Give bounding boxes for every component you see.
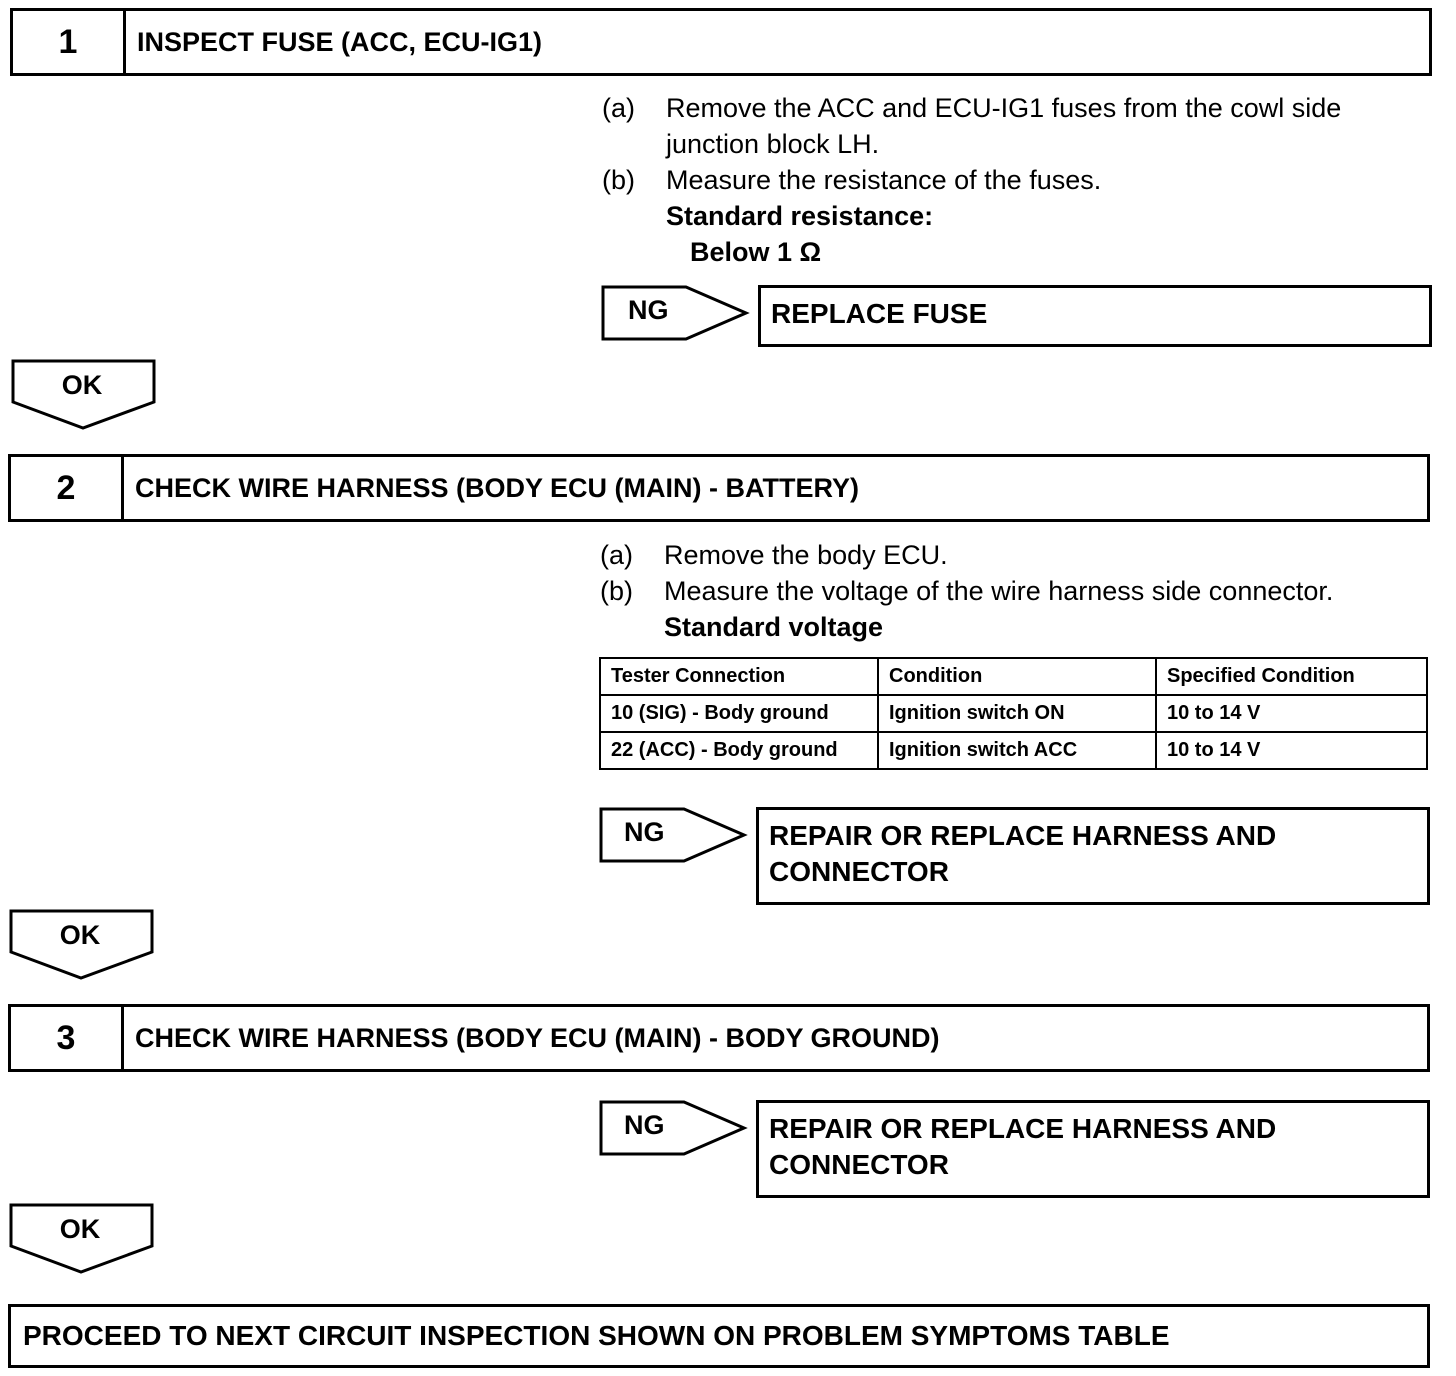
step-2-title: CHECK WIRE HARNESS (BODY ECU (MAIN) - BATTERY) (135, 472, 859, 503)
instruction-a-label: (a) (600, 540, 633, 570)
instruction-a-line-1: Remove the ACC and ECU-IG1 fuses from the cowl side (666, 93, 1342, 123)
step-2-header (8, 454, 1430, 522)
instruction-a-line-2: junction block LH. (666, 129, 880, 159)
standard-resistance-value: Below 1 Ω (690, 237, 822, 267)
ng-label-1: NG (628, 295, 669, 325)
instruction-b-line-1: Measure the resistance of the fuses. (666, 165, 1102, 195)
table-cell: 22 (ACC) - Body ground (600, 732, 878, 769)
table-row (600, 695, 1427, 732)
instruction-b-line-1: Measure the voltage of the wire harness side connector. (664, 576, 1334, 606)
final-action-text: PROCEED TO NEXT CIRCUIT INSPECTION SHOWN ON PROBLEM SYMPTOMS TABLE (23, 1320, 1170, 1351)
instruction-b-label: (b) (600, 576, 633, 606)
step-2-instructions (600, 537, 1430, 647)
step-1-instructions (602, 90, 1432, 280)
step-1-header (10, 8, 1432, 76)
ok-label-2: OK (59, 920, 101, 950)
instruction-a-line-1: Remove the body ECU. (664, 540, 948, 570)
ng-action-3-line-1: REPAIR OR REPLACE HARNESS AND (769, 1113, 1277, 1144)
ng-action-2-line-1: REPAIR OR REPLACE HARNESS AND (769, 820, 1277, 851)
step-1-number: 1 (13, 11, 126, 73)
final-action-box (8, 1304, 1430, 1368)
table-cell: 10 to 14 V (1156, 695, 1427, 732)
ng-arrow-1 (600, 284, 752, 342)
ok-label-3: OK (59, 1214, 101, 1244)
ng-label-2: NG (624, 817, 665, 847)
step-3-header (8, 1004, 1430, 1072)
table-header-cell: Tester Connection (600, 658, 878, 695)
ng-arrow-3 (598, 1099, 750, 1157)
step-1-title: INSPECT FUSE (ACC, ECU-IG1) (137, 26, 543, 57)
ng-action-2-line-2: CONNECTOR (769, 856, 949, 887)
ng-action-3-line-2: CONNECTOR (769, 1149, 949, 1180)
instruction-a-label: (a) (602, 93, 635, 123)
step-3-title: CHECK WIRE HARNESS (BODY ECU (MAIN) - BODY GROUND) (135, 1022, 940, 1053)
ng-action-1 (758, 285, 1432, 347)
table-header-row (600, 658, 1427, 695)
table-header-cell: Specified Condition (1156, 658, 1427, 695)
ng-arrow-2 (598, 806, 750, 864)
instruction-b-label: (b) (602, 165, 635, 195)
step-3-number: 3 (11, 1007, 124, 1069)
standard-voltage-label: Standard voltage (664, 612, 884, 642)
ng-action-2 (756, 807, 1430, 905)
table-header-cell: Condition (878, 658, 1156, 695)
step-2-number: 2 (11, 457, 124, 519)
ng-action-3 (756, 1100, 1430, 1198)
ng-action-1-text: REPLACE FUSE (771, 298, 988, 329)
ng-label-3: NG (624, 1110, 665, 1140)
table-cell: 10 (SIG) - Body ground (600, 695, 878, 732)
table-cell: Ignition switch ACC (878, 732, 1156, 769)
table-cell: 10 to 14 V (1156, 732, 1427, 769)
standard-resistance-label: Standard resistance: (666, 201, 934, 231)
standard-voltage-table (599, 657, 1428, 770)
ok-label-1: OK (61, 370, 103, 400)
table-row (600, 732, 1427, 769)
table-cell: Ignition switch ON (878, 695, 1156, 732)
